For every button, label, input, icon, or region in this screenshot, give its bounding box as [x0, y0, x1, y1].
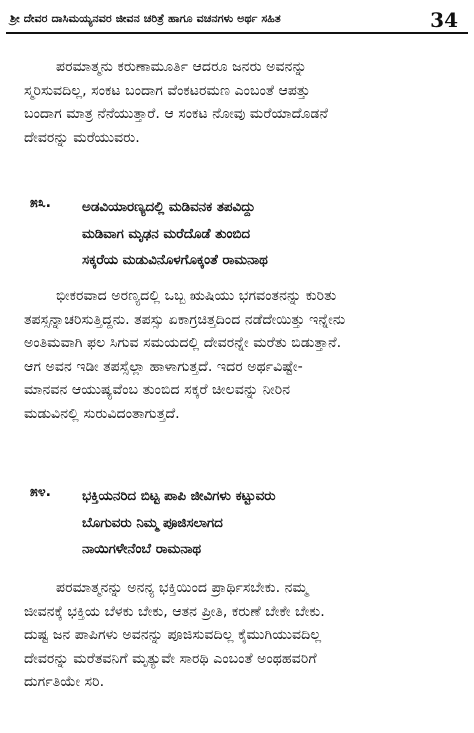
- verse-line: ಅಡವಿಯಾರಣ್ಯದಲ್ಲಿ ಮಡಿವನಕ ತಪವಿದ್ದು: [82, 200, 256, 215]
- text-line: ದೇವರನ್ನು ಮರೆಯುವರು.: [24, 129, 140, 146]
- vachana-verse: [82, 195, 268, 275]
- verse-line: ಸಕ್ಕರೆಯ ಮಡುವಿನೊಳಗೊಕ್ಕಂತೆ ರಾಮನಾಥ: [82, 253, 268, 268]
- vachana-verse: [82, 484, 276, 564]
- text-line: ಪರಮಾತ್ಮನನ್ನು ಅನನ್ಯ ಭಕ್ತಿಯಿಂದ ಪ್ರಾರ್ಥಿಸಬೇಕು. ನಮ್ಮ: [56, 580, 308, 596]
- verse-line: ಬೊಗುವರು ನಿಮ್ಮ ಪೂಜಿಸಲಾಗದ: [82, 515, 223, 531]
- text-line: ಅಂತಿಮವಾಗಿ ಫಲ ಸಿಗುವ ಸಮಯದಲ್ಲಿ ದೇವರನ್ನೇ ಮರೆತು ಬಿಡುತ್ತಾನೆ.: [24, 335, 342, 352]
- text-line: ಭೀಕರವಾದ ಅರಣ್ಯದಲ್ಲಿ ಒಬ್ಬ ಋಷಿಯು ಭಗವಂತನನ್ನು ಕುರಿತು: [56, 288, 337, 304]
- text-line: ಮಡುವಿನಲ್ಲಿ ಸುರುವಿದಂತಾಗುತ್ತದೆ.: [24, 405, 180, 422]
- paragraph-2: [24, 285, 464, 427]
- page-number: 34: [430, 8, 458, 32]
- text-line: ಜೀವನಕ್ಕೆ ಭಕ್ತಿಯ ಬೆಳಕು ಬೇಕು, ಆತನ ಪ್ರೀತಿ, ಕರುಣೆ ಬೇಕೇ ಬೇಕು.: [24, 603, 325, 620]
- running-title: ಶ್ರೀ ದೇವರ ದಾಸಿಮಯ್ಯನವರ ಜೀವನ ಚರಿತ್ರೆ ಹಾಗೂ ವಚನಗಳು ಅರ್ಥ ಸಹಿತ: [10, 12, 281, 25]
- header-divider: [6, 32, 468, 34]
- text-line: ತಪಸ್ಸನ್ನಾಚರಿಸುತ್ತಿದ್ದನು. ತಪಸ್ಸು ಏಕಾಗ್ರಚಿತ್ತದಿಂದ ನಡೆದೇಯಿತ್ತು ಇನ್ನೇನು: [24, 311, 346, 328]
- verse-line: ಭಕ್ತಿಯನರಿದ ಬಿಟ್ಟ ಪಾಪಿ ಜೀವಿಗಳು ಕಟ್ಟುವರು: [82, 489, 276, 504]
- text-line: ದುರ್ಗತಿಯೇ ಸರಿ.: [24, 674, 105, 691]
- text-line: ಬಂದಾಗ ಮಾತ್ರ ನೆನೆಯುತ್ತಾರೆ. ಆ ಸಂಕಟ ನೋವು ಮರೆಯಾದೊಡನೆ: [24, 106, 328, 123]
- vachana-number: ೫೩.: [30, 195, 51, 211]
- text-line: ದೇವರನ್ನು ಮರೆತವನಿಗೆ ಮೃತ್ಯುವೇ ಸಾರಥಿ ಎಂಬಂತೆ ಅಂಥಹವರಿಗೆ: [24, 650, 317, 667]
- paragraph-3: [24, 577, 464, 695]
- verse-line: ಮಡಿವಾಗ ಮೃಢನ ಮರೆದೊಡೆ ತುಂಬಿದ: [82, 226, 251, 242]
- text-line: ಸ್ಮರಿಸುವದಿಲ್ಲ, ಸಂಕಟ ಬಂದಾಗ ವೆಂಕಟರಮಣ ಎಂಬಂತೆ ಆಪತ್ತು: [24, 82, 311, 99]
- text-line: ಮಾನವನ ಆಯುಷ್ಯವೆಂಬ ತುಂಬಿದ ಸಕ್ಕರೆ ಚೀಲವನ್ನು ನೀರಿನ: [24, 382, 291, 399]
- text-line: ದುಷ್ಟ ಜನ ಪಾಪಿಗಳು ಅವನನ್ನು ಪೂಜಿಸುವದಿಲ್ಲ ಕೈಮುಗಿಯುವದಿಲ್ಲ: [24, 627, 322, 644]
- text-line: ಆಗ ಅವನ ಇಡೀ ತಪಸ್ಸೆಲ್ಲಾ ಹಾಳಾಗುತ್ತದೆ. ಇದರ ಅರ್ಥವಿಷ್ಟೇ-: [24, 358, 303, 375]
- vachana-number: ೫೪.: [30, 484, 51, 500]
- paragraph-1: [24, 56, 464, 150]
- text-line: ಪರಮಾತ್ಮನು ಕರುಣಾಮೂರ್ತಿ ಆದರೂ ಜನರು ಅವನನ್ನು: [56, 59, 307, 75]
- page-header: [6, 8, 468, 34]
- verse-line: ನಾಯಿಗಳೇನೆಂಬೆ ರಾಮನಾಥ: [82, 542, 202, 557]
